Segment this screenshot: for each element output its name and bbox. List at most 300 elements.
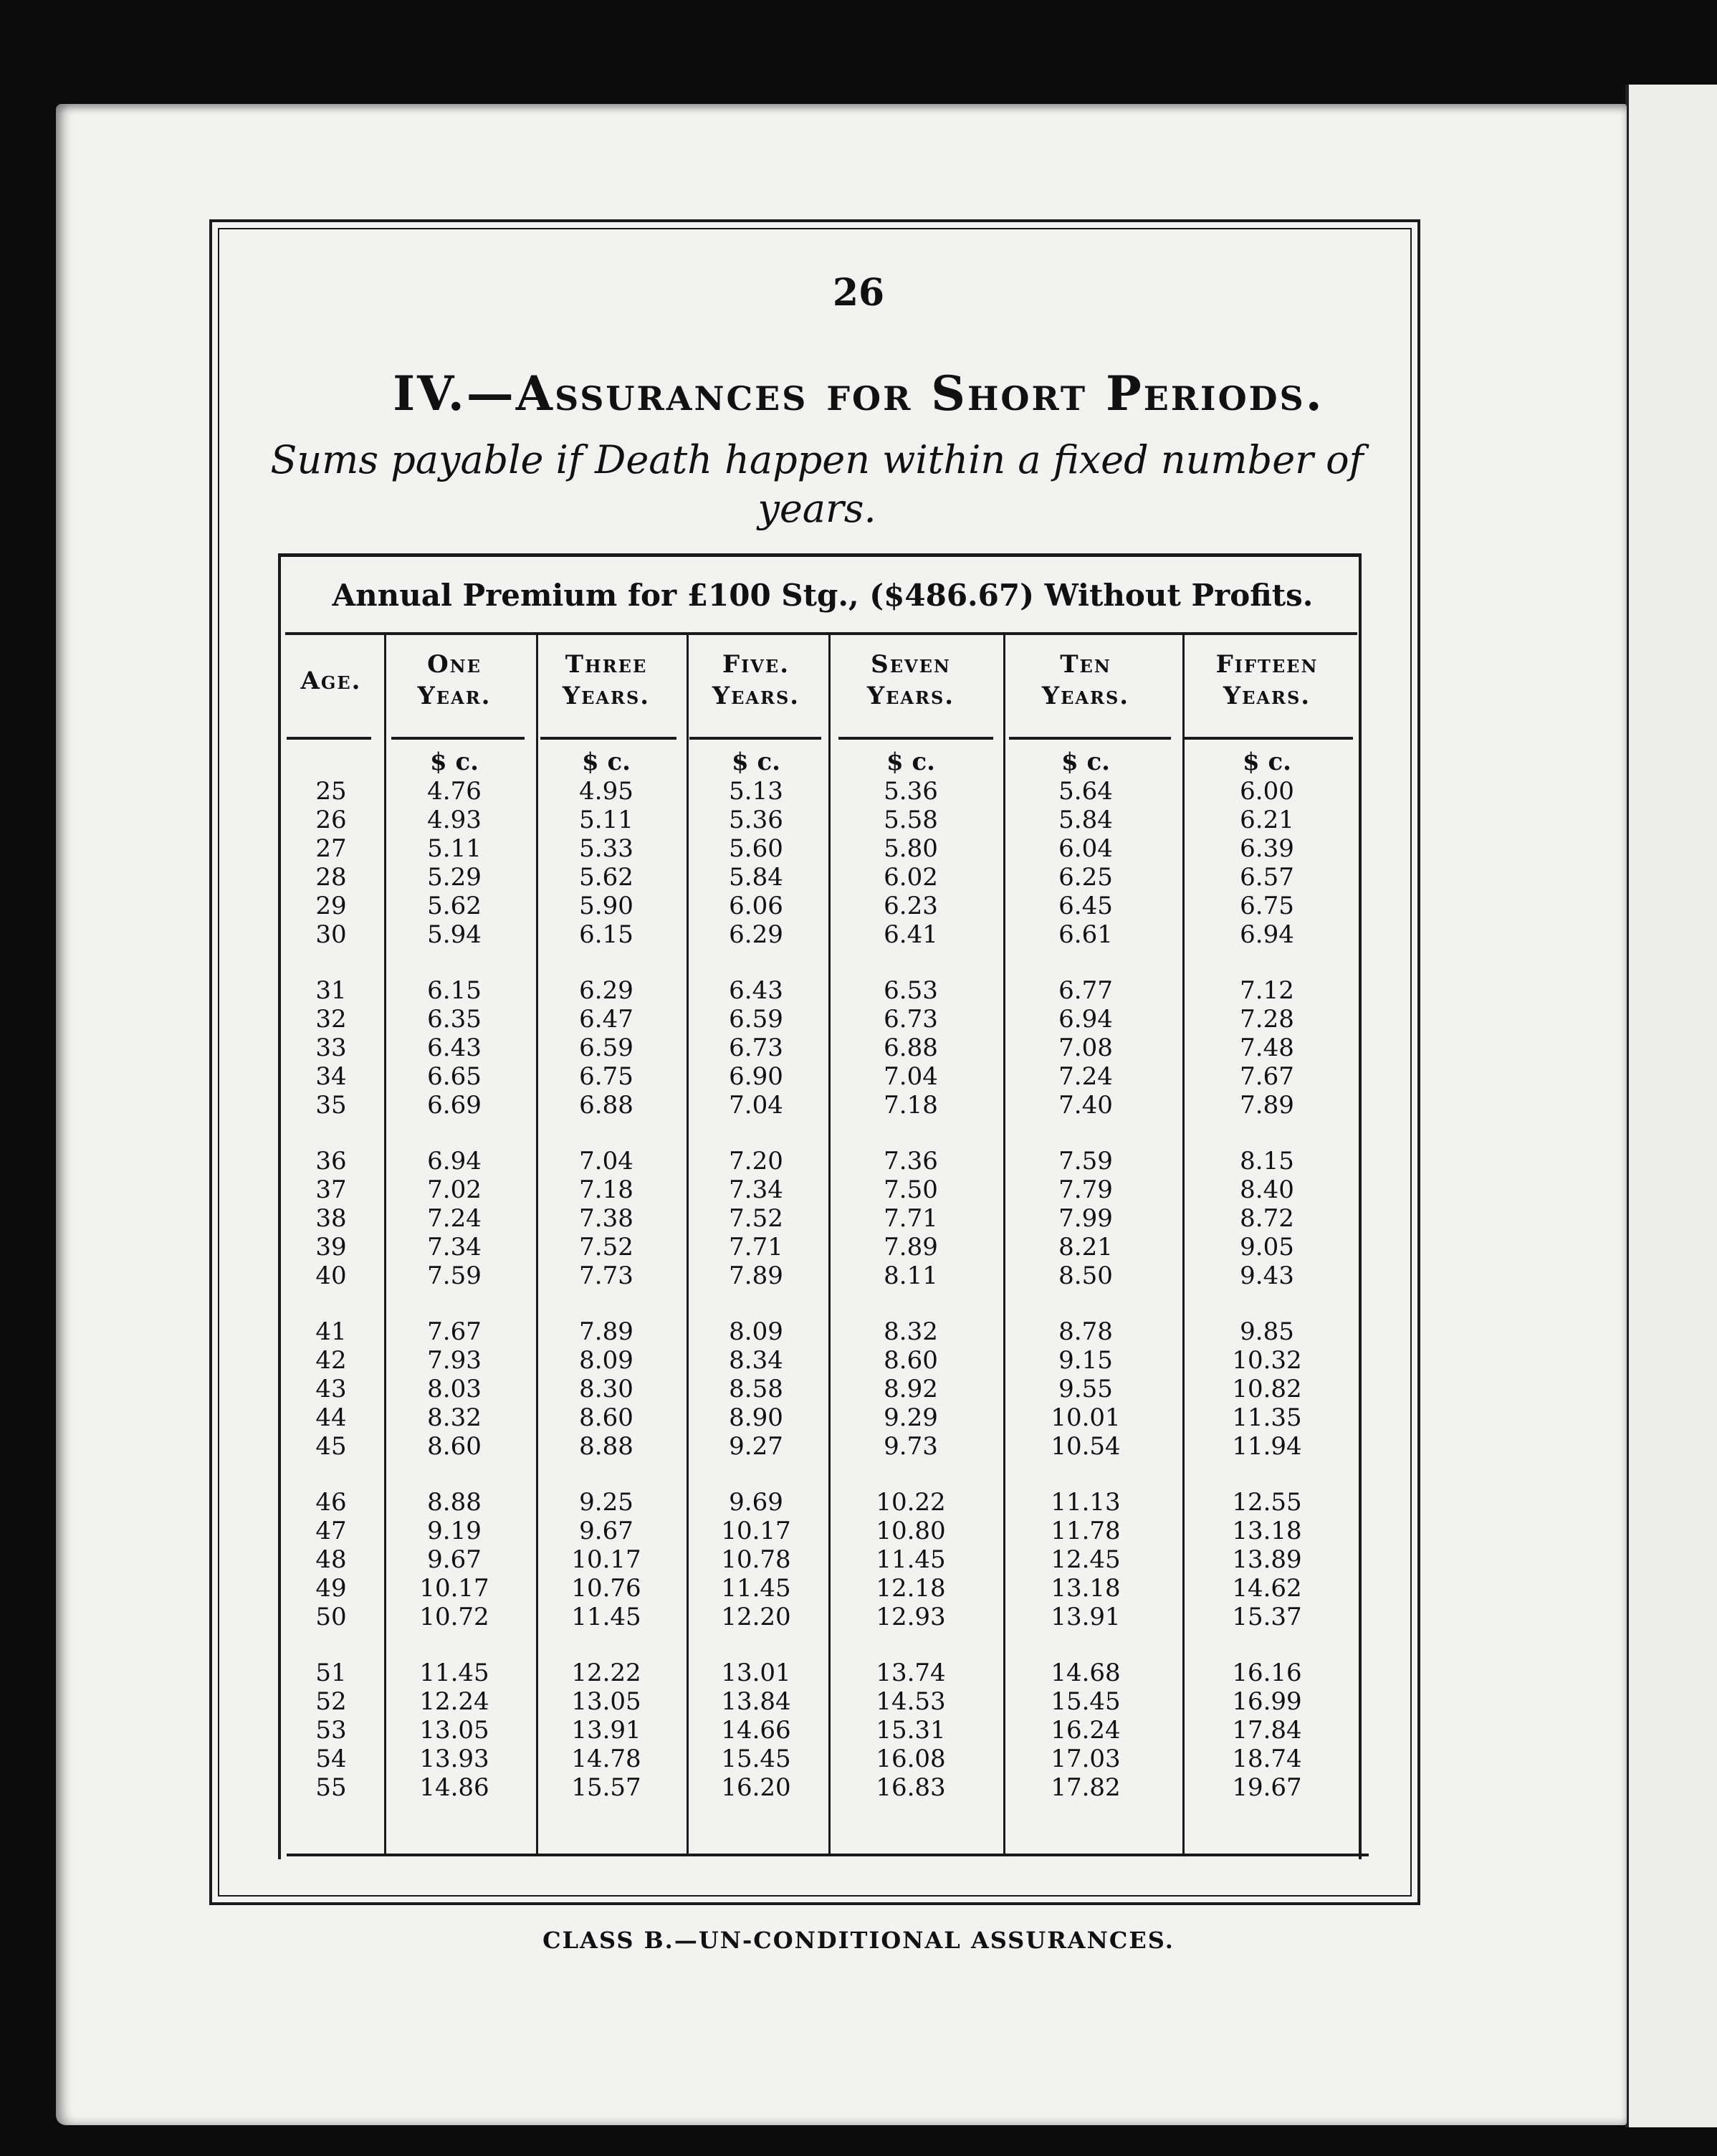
premium-cell: 4.76	[427, 777, 482, 806]
premium-cell: 8.32	[427, 1403, 482, 1432]
premium-cell: 8.88	[579, 1432, 633, 1461]
premium-cell: 12.45	[1051, 1545, 1121, 1574]
age-cell: 53	[315, 1716, 347, 1745]
premium-cell: 8.58	[729, 1375, 783, 1403]
age-cell: 38	[315, 1204, 347, 1233]
premium-cell: 7.12	[1240, 976, 1294, 1005]
age-cell: 48	[315, 1545, 347, 1574]
premium-cell: 5.11	[427, 834, 482, 863]
column-header-line: Year.	[417, 682, 492, 710]
premium-cell: 12.55	[1232, 1488, 1302, 1517]
premium-cell: 5.36	[884, 777, 938, 806]
premium-cell: 11.45	[721, 1574, 791, 1603]
premium-cell: 7.89	[1240, 1091, 1294, 1120]
premium-cell: 10.78	[721, 1545, 791, 1574]
premium-cell: 14.66	[721, 1716, 791, 1745]
premium-cell: 8.60	[427, 1432, 482, 1461]
premium-cell: 13.93	[419, 1745, 489, 1773]
row-group-gap	[1005, 1290, 1167, 1317]
premium-cell: 14.68	[1051, 1659, 1121, 1687]
premium-cell: 6.88	[884, 1034, 938, 1062]
premium-cell: 6.29	[729, 920, 783, 949]
premium-cell: 12.18	[876, 1574, 946, 1603]
premium-cell: 7.34	[729, 1175, 783, 1204]
row-group-gap	[386, 949, 523, 976]
unit-label: $ c.	[1242, 748, 1292, 776]
premium-cell: 12.22	[571, 1659, 641, 1687]
premium-cell: 5.94	[427, 920, 482, 949]
age-cell: 49	[315, 1574, 347, 1603]
premium-cell: 10.22	[876, 1488, 946, 1517]
row-group-gap	[287, 1631, 376, 1659]
premium-cell: 13.91	[1051, 1603, 1121, 1631]
header-rule	[838, 737, 993, 740]
premium-cell: 14.78	[571, 1745, 641, 1773]
age-cell: 25	[315, 777, 347, 806]
premium-cell: 8.34	[729, 1346, 783, 1375]
row-group-gap	[831, 1290, 990, 1317]
page-number: 26	[832, 271, 885, 315]
age-cell: 32	[315, 1005, 347, 1034]
age-cell: 43	[315, 1375, 347, 1403]
column-header-line: Five.	[722, 650, 790, 679]
premium-cell: 15.45	[1051, 1687, 1121, 1716]
row-group-gap	[287, 1120, 376, 1147]
row-group-gap	[386, 1631, 523, 1659]
premium-cell: 6.90	[729, 1062, 783, 1091]
premium-column	[831, 747, 990, 1802]
premium-cell: 5.60	[729, 834, 783, 863]
premium-cell: 7.08	[1058, 1034, 1113, 1062]
column-header-line: Ten	[1060, 650, 1111, 679]
premium-cell: 8.88	[427, 1488, 482, 1517]
premium-cell: 15.37	[1232, 1603, 1302, 1631]
premium-cell: 10.82	[1232, 1375, 1302, 1403]
premium-cell: 7.73	[579, 1261, 633, 1290]
premium-cell: 9.25	[579, 1488, 633, 1517]
premium-cell: 16.16	[1232, 1659, 1302, 1687]
premium-cell: 5.11	[579, 806, 633, 834]
premium-cell: 6.75	[579, 1062, 633, 1091]
premium-cell: 6.59	[729, 1005, 783, 1034]
premium-cell: 5.36	[729, 806, 783, 834]
premium-cell: 12.24	[419, 1687, 489, 1716]
header-rule	[391, 737, 525, 740]
premium-cell: 13.84	[721, 1687, 791, 1716]
premium-column	[1182, 747, 1352, 1802]
premium-cell: 6.06	[729, 892, 783, 920]
premium-cell: 9.29	[884, 1403, 938, 1432]
premium-cell: 13.05	[419, 1716, 489, 1745]
premium-cell: 5.84	[1058, 806, 1113, 834]
premium-cell: 8.15	[1240, 1147, 1294, 1175]
premium-cell: 7.18	[579, 1175, 633, 1204]
row-group-gap	[831, 1120, 990, 1147]
column-header	[688, 649, 824, 712]
premium-cell: 6.57	[1240, 863, 1294, 892]
premium-cell: 6.53	[884, 976, 938, 1005]
row-group-gap	[831, 1631, 990, 1659]
column-divider	[828, 635, 831, 1854]
age-cell: 55	[315, 1773, 347, 1802]
premium-cell: 7.79	[1058, 1175, 1113, 1204]
premium-cell: 11.35	[1232, 1403, 1302, 1432]
premium-cell: 5.62	[427, 892, 482, 920]
premium-cell: 11.13	[1051, 1488, 1121, 1517]
premium-cell: 8.78	[1058, 1317, 1113, 1346]
premium-cell: 6.94	[427, 1147, 482, 1175]
premium-cell: 7.36	[884, 1147, 938, 1175]
premium-cell: 5.90	[579, 892, 633, 920]
premium-cell: 7.20	[729, 1147, 783, 1175]
premium-cell: 11.45	[876, 1545, 946, 1574]
premium-cell: 6.35	[427, 1005, 482, 1034]
column-header	[386, 649, 523, 712]
section-subtitle: Sums payable if Death happen within a fixed number of years.	[270, 437, 1364, 531]
premium-cell: 18.74	[1232, 1745, 1302, 1773]
unit-label: $ c.	[1061, 748, 1111, 776]
premium-cell: 13.01	[721, 1659, 791, 1687]
premium-cell: 13.91	[571, 1716, 641, 1745]
premium-cell: 8.60	[579, 1403, 633, 1432]
column-header-line: Years.	[1041, 682, 1130, 710]
age-column	[287, 747, 376, 1802]
premium-cell: 7.50	[884, 1175, 938, 1204]
premium-cell: 9.73	[884, 1432, 938, 1461]
premium-cell: 6.21	[1240, 806, 1294, 834]
row-group-gap	[536, 1631, 676, 1659]
age-cell: 27	[315, 834, 347, 863]
age-cell: 29	[315, 892, 347, 920]
header-rule	[1184, 737, 1353, 740]
row-group-gap	[1182, 1461, 1352, 1488]
premium-cell: 9.55	[1058, 1375, 1113, 1403]
header-rule	[689, 737, 821, 740]
column-header	[1182, 649, 1352, 712]
row-group-gap	[688, 949, 824, 976]
premium-cell: 7.18	[884, 1091, 938, 1120]
premium-cell: 16.83	[876, 1773, 946, 1802]
row-group-gap	[1005, 1461, 1167, 1488]
premium-cell: 17.84	[1232, 1716, 1302, 1745]
row-group-gap	[688, 1290, 824, 1317]
premium-cell: 13.89	[1232, 1545, 1302, 1574]
premium-cell: 8.03	[427, 1375, 482, 1403]
table-bottom-rule	[287, 1854, 1369, 1856]
age-cell: 47	[315, 1517, 347, 1545]
premium-cell: 16.99	[1232, 1687, 1302, 1716]
age-cell: 44	[315, 1403, 347, 1432]
premium-cell: 9.69	[729, 1488, 783, 1517]
premium-cell: 7.59	[427, 1261, 482, 1290]
column-header-line: Years.	[866, 682, 955, 710]
premium-cell: 9.27	[729, 1432, 783, 1461]
row-group-gap	[1182, 949, 1352, 976]
premium-cell: 17.82	[1051, 1773, 1121, 1802]
premium-cell: 14.86	[419, 1773, 489, 1802]
premium-cell: 5.29	[427, 863, 482, 892]
age-cell: 35	[315, 1091, 347, 1120]
premium-cell: 10.01	[1051, 1403, 1121, 1432]
premium-cell: 9.43	[1240, 1261, 1294, 1290]
row-group-gap	[688, 1461, 824, 1488]
premium-cell: 16.08	[876, 1745, 946, 1773]
row-group-gap	[536, 1120, 676, 1147]
premium-cell: 13.18	[1232, 1517, 1302, 1545]
premium-cell: 14.53	[876, 1687, 946, 1716]
premium-cell: 7.99	[1058, 1204, 1113, 1233]
premium-cell: 6.73	[729, 1034, 783, 1062]
premium-cell: 6.29	[579, 976, 633, 1005]
unit-label	[287, 747, 376, 777]
premium-cell: 9.85	[1240, 1317, 1294, 1346]
premium-cell: 16.20	[721, 1773, 791, 1802]
column-header-line: Three	[565, 650, 648, 679]
premium-cell: 8.40	[1240, 1175, 1294, 1204]
column-header-line: Seven	[871, 650, 951, 679]
premium-cell: 8.09	[729, 1317, 783, 1346]
premium-cell: 8.11	[884, 1261, 938, 1290]
column-header-line: One	[427, 650, 482, 679]
premium-cell: 9.67	[427, 1545, 482, 1574]
column-header: Age.	[300, 667, 362, 695]
unit-label: $ c.	[731, 748, 781, 776]
row-group-gap	[688, 1631, 824, 1659]
premium-cell: 6.25	[1058, 863, 1113, 892]
premium-cell: 5.13	[729, 777, 783, 806]
premium-cell: 5.62	[579, 863, 633, 892]
premium-cell: 6.73	[884, 1005, 938, 1034]
age-cell: 42	[315, 1346, 347, 1375]
row-group-gap	[831, 1461, 990, 1488]
row-group-gap	[536, 1461, 676, 1488]
premium-cell: 9.05	[1240, 1233, 1294, 1261]
age-cell: 40	[315, 1261, 347, 1290]
premium-cell: 8.21	[1058, 1233, 1113, 1261]
premium-cell: 6.59	[579, 1034, 633, 1062]
premium-cell: 6.45	[1058, 892, 1113, 920]
row-group-gap	[287, 949, 376, 976]
premium-cell: 15.57	[571, 1773, 641, 1802]
row-group-gap	[1182, 1120, 1352, 1147]
premium-cell: 7.89	[579, 1317, 633, 1346]
age-cell: 41	[315, 1317, 347, 1346]
premium-cell: 7.89	[884, 1233, 938, 1261]
header-rule	[1009, 737, 1171, 740]
premium-cell: 7.52	[579, 1233, 633, 1261]
age-cell: 28	[315, 863, 347, 892]
age-cell: 39	[315, 1233, 347, 1261]
premium-cell: 4.95	[579, 777, 633, 806]
premium-cell: 11.45	[419, 1659, 489, 1687]
premium-cell: 6.41	[884, 920, 938, 949]
premium-cell: 6.15	[427, 976, 482, 1005]
premium-cell: 5.58	[884, 806, 938, 834]
premium-cell: 13.18	[1051, 1574, 1121, 1603]
page-footer: CLASS B.—UN-CONDITIONAL ASSURANCES.	[542, 1927, 1175, 1954]
premium-cell: 8.60	[884, 1346, 938, 1375]
premium-cell: 12.93	[876, 1603, 946, 1631]
row-group-gap	[688, 1120, 824, 1147]
premium-cell: 6.77	[1058, 976, 1113, 1005]
row-group-gap	[287, 1461, 376, 1488]
premium-cell: 7.24	[1058, 1062, 1113, 1091]
premium-cell: 7.67	[1240, 1062, 1294, 1091]
premium-cell: 6.43	[729, 976, 783, 1005]
premium-cell: 11.94	[1232, 1432, 1302, 1461]
unit-label: $ c.	[429, 748, 479, 776]
premium-cell: 7.04	[579, 1147, 633, 1175]
premium-cell: 6.47	[579, 1005, 633, 1034]
age-cell: 54	[315, 1745, 347, 1773]
premium-cell: 7.48	[1240, 1034, 1294, 1062]
premium-cell: 7.52	[729, 1204, 783, 1233]
premium-cell: 6.43	[427, 1034, 482, 1062]
premium-cell: 7.04	[884, 1062, 938, 1091]
premium-cell: 6.39	[1240, 834, 1294, 863]
premium-cell: 6.88	[579, 1091, 633, 1120]
premium-cell: 14.62	[1232, 1574, 1302, 1603]
age-cell: 51	[315, 1659, 347, 1687]
premium-cell: 6.94	[1058, 1005, 1113, 1034]
premium-cell: 8.90	[729, 1403, 783, 1432]
unit-label: $ c.	[581, 748, 631, 776]
age-cell: 36	[315, 1147, 347, 1175]
row-group-gap	[1005, 1631, 1167, 1659]
age-cell: 46	[315, 1488, 347, 1517]
premium-cell: 13.74	[876, 1659, 946, 1687]
premium-column	[536, 747, 676, 1802]
premium-cell: 15.31	[876, 1716, 946, 1745]
premium-cell: 9.19	[427, 1517, 482, 1545]
premium-cell: 10.76	[571, 1574, 641, 1603]
premium-cell: 6.23	[884, 892, 938, 920]
column-header	[1005, 649, 1167, 712]
premium-cell: 6.69	[427, 1091, 482, 1120]
premium-cell: 10.17	[419, 1574, 489, 1603]
premium-cell: 7.28	[1240, 1005, 1294, 1034]
premium-cell: 7.24	[427, 1204, 482, 1233]
column-header	[831, 649, 990, 712]
age-cell: 45	[315, 1432, 347, 1461]
premium-cell: 6.02	[884, 863, 938, 892]
premium-cell: 12.20	[721, 1603, 791, 1631]
premium-cell: 7.67	[427, 1317, 482, 1346]
premium-cell: 5.64	[1058, 777, 1113, 806]
header-rule	[540, 737, 676, 740]
premium-cell: 10.80	[876, 1517, 946, 1545]
header-rule	[287, 737, 371, 740]
premium-cell: 9.67	[579, 1517, 633, 1545]
age-cell: 33	[315, 1034, 347, 1062]
column-header-line: Years.	[1223, 682, 1311, 710]
row-group-gap	[1182, 1290, 1352, 1317]
row-group-gap	[386, 1461, 523, 1488]
premium-cell: 6.94	[1240, 920, 1294, 949]
premium-cell: 7.34	[427, 1233, 482, 1261]
row-group-gap	[1005, 949, 1167, 976]
premium-cell: 16.24	[1051, 1716, 1121, 1745]
premium-cell: 8.09	[579, 1346, 633, 1375]
premium-cell: 10.72	[419, 1603, 489, 1631]
column-header-line: Years.	[562, 682, 651, 710]
premium-cell: 7.04	[729, 1091, 783, 1120]
premium-cell: 6.75	[1240, 892, 1294, 920]
premium-cell: 8.30	[579, 1375, 633, 1403]
premium-cell: 10.17	[571, 1545, 641, 1574]
premium-column	[688, 747, 824, 1802]
premium-cell: 7.93	[427, 1346, 482, 1375]
table-caption: Annual Premium for £100 Stg., ($486.67) Without Profits.	[332, 578, 1314, 613]
row-group-gap	[386, 1290, 523, 1317]
premium-column	[1005, 747, 1167, 1802]
premium-cell: 8.32	[884, 1317, 938, 1346]
column-header	[536, 649, 676, 712]
row-group-gap	[536, 1290, 676, 1317]
row-group-gap	[536, 949, 676, 976]
premium-cell: 13.05	[571, 1687, 641, 1716]
premium-cell: 5.33	[579, 834, 633, 863]
premium-cell: 17.03	[1051, 1745, 1121, 1773]
premium-cell: 8.72	[1240, 1204, 1294, 1233]
age-cell: 34	[315, 1062, 347, 1091]
premium-cell: 7.71	[884, 1204, 938, 1233]
row-group-gap	[287, 1290, 376, 1317]
age-cell: 31	[315, 976, 347, 1005]
premium-cell: 8.50	[1058, 1261, 1113, 1290]
age-cell: 52	[315, 1687, 347, 1716]
premium-cell: 11.45	[571, 1603, 641, 1631]
age-cell: 37	[315, 1175, 347, 1204]
premium-cell: 8.92	[884, 1375, 938, 1403]
premium-cell: 19.67	[1232, 1773, 1302, 1802]
premium-cell: 7.89	[729, 1261, 783, 1290]
premium-cell: 10.32	[1232, 1346, 1302, 1375]
premium-cell: 10.17	[721, 1517, 791, 1545]
age-cell: 26	[315, 806, 347, 834]
section-title: IV.—Assurances for Short Periods.	[393, 366, 1324, 421]
premium-cell: 6.00	[1240, 777, 1294, 806]
premium-cell: 10.54	[1051, 1432, 1121, 1461]
premium-cell: 4.93	[427, 806, 482, 834]
column-header-line: Years.	[712, 682, 800, 710]
premium-cell: 5.84	[729, 863, 783, 892]
row-group-gap	[831, 949, 990, 976]
premium-cell: 6.04	[1058, 834, 1113, 863]
premium-cell: 6.15	[579, 920, 633, 949]
premium-cell: 7.02	[427, 1175, 482, 1204]
premium-cell: 11.78	[1051, 1517, 1121, 1545]
premium-cell: 7.59	[1058, 1147, 1113, 1175]
premium-cell: 9.15	[1058, 1346, 1113, 1375]
row-group-gap	[386, 1120, 523, 1147]
premium-cell: 6.61	[1058, 920, 1113, 949]
row-group-gap	[1005, 1120, 1167, 1147]
premium-cell: 7.38	[579, 1204, 633, 1233]
age-cell: 50	[315, 1603, 347, 1631]
caption-rule	[285, 632, 1357, 635]
row-group-gap	[1182, 1631, 1352, 1659]
premium-cell: 15.45	[721, 1745, 791, 1773]
premium-cell: 5.80	[884, 834, 938, 863]
premium-column	[386, 747, 523, 1802]
age-cell: 30	[315, 920, 347, 949]
unit-label: $ c.	[886, 748, 936, 776]
premium-cell: 7.40	[1058, 1091, 1113, 1120]
premium-cell: 6.65	[427, 1062, 482, 1091]
column-header-line: Fifteen	[1215, 650, 1319, 679]
premium-cell: 7.71	[729, 1233, 783, 1261]
